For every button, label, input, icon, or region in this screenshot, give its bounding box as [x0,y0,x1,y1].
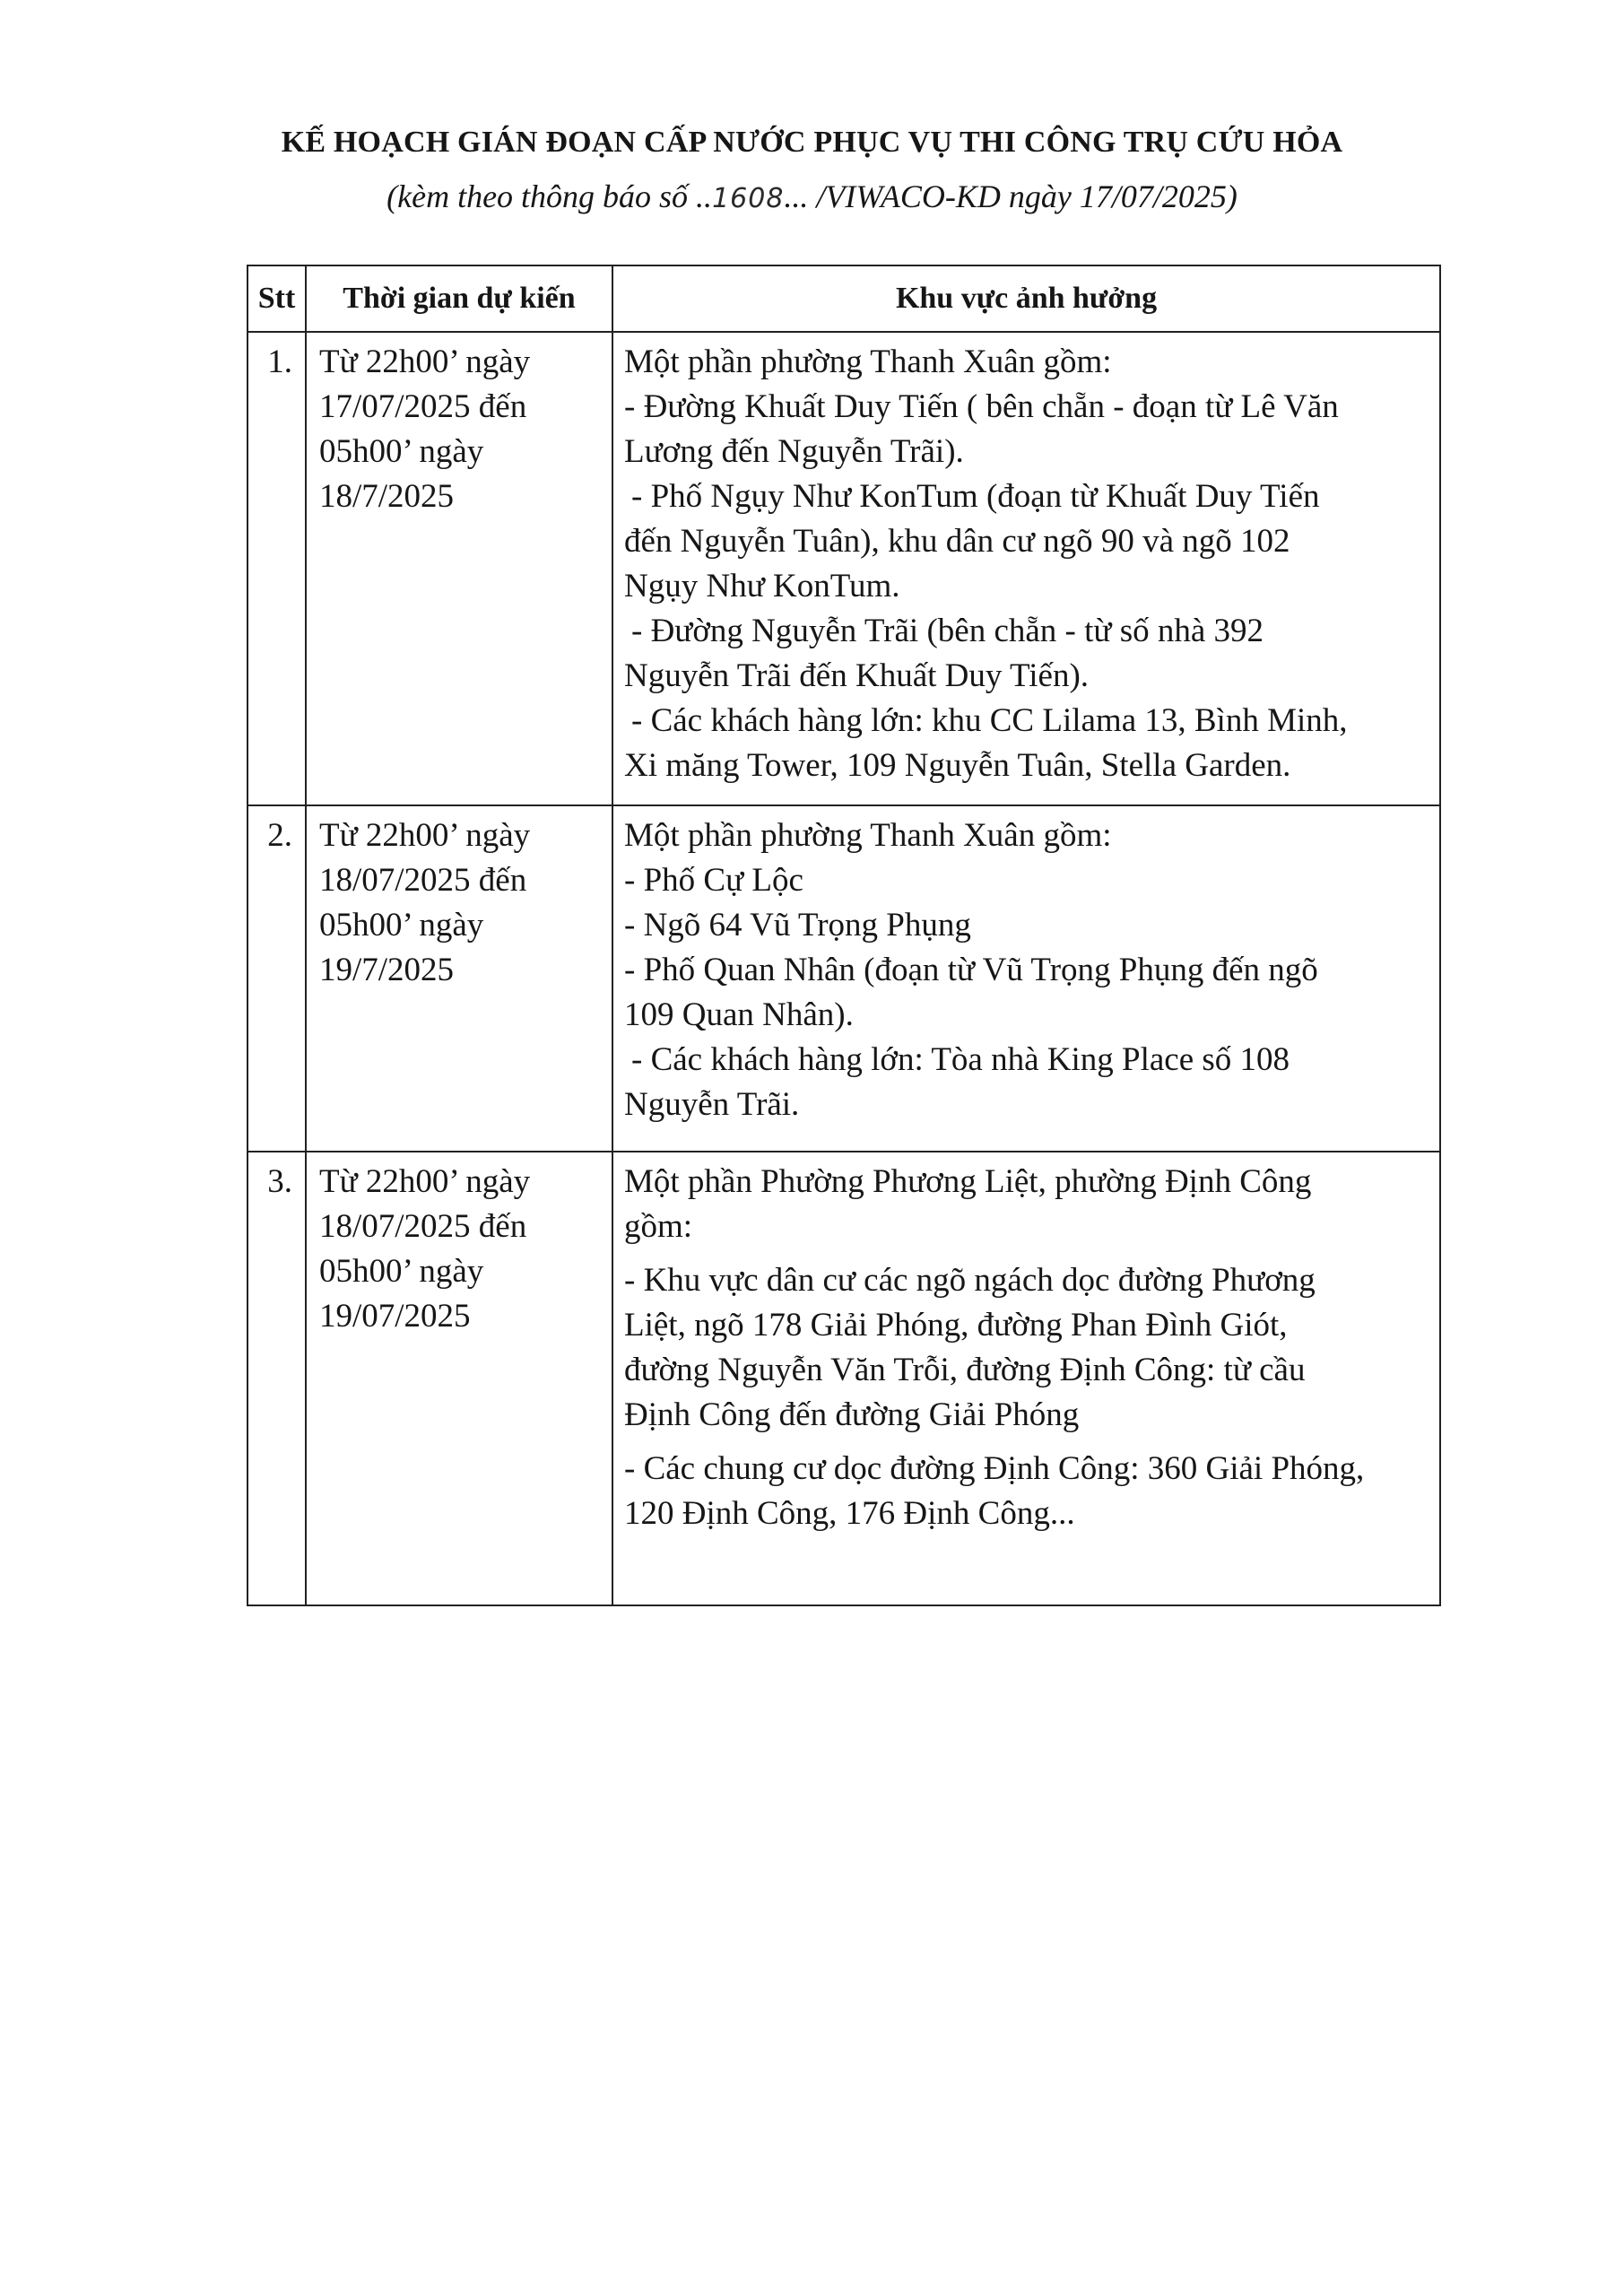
row-time [306,1152,612,1605]
time-line: 17/07/2025 đến [319,388,527,425]
area-line: 120 Định Công, 176 Định Công... [624,1495,1075,1532]
area-line: - Phố Ngụy Như KonTum (đoạn từ Khuất Duy Tiến [631,478,1320,515]
time-line: 18/07/2025 đến [319,862,527,899]
document-title: KẾ HOẠCH GIÁN ĐOẠN CẤP NƯỚC PHỤC VỤ THI CÔNG TRỤ CỨU HỎA [281,126,1343,159]
area-line: Ngụy Như KonTum. [624,568,900,604]
area-line: - Các khách hàng lớn: khu CC Lilama 13, Bình Minh, [631,702,1348,739]
area-line: - Phố Quan Nhân (đoạn từ Vũ Trọng Phụng đến ngõ [624,952,1318,988]
header-area: Khu vực ảnh hưởng [612,265,1440,332]
table-header-row [248,265,1440,332]
area-line: Định Công đến đường Giải Phóng [624,1396,1080,1433]
subtitle-prefix: (kèm theo thông báo số .. [386,178,713,214]
time-line: Từ 22h00’ ngày [319,1163,531,1200]
time-line: 05h00’ ngày [319,907,484,944]
time-line: 05h00’ ngày [319,433,484,470]
area-line: Một phần phường Thanh Xuân gồm: [624,344,1112,380]
row-time [306,805,612,1152]
area-line: Xi măng Tower, 109 Nguyễn Tuân, Stella Garden. [624,747,1291,784]
area-line: đường Nguyễn Văn Trỗi, đường Định Công: từ cầu [624,1352,1306,1388]
header-time: Thời gian dự kiến [306,265,612,332]
time-line: Từ 22h00’ ngày [319,817,531,854]
area-line: Một phần phường Thanh Xuân gồm: [624,817,1112,854]
subtitle-suffix: ... /VIWACO-KD ngày 17/07/2025) [784,178,1238,214]
area-line: - Các khách hàng lớn: Tòa nhà King Place số 108 [631,1041,1290,1078]
area-line: - Phố Cự Lộc [624,862,803,899]
interruption-schedule-table [247,265,1441,1606]
row-area [612,1152,1440,1605]
document-subtitle [0,178,1624,215]
row-stt: 3. [248,1152,306,1605]
time-line: 18/07/2025 đến [319,1208,527,1245]
time-line: 05h00’ ngày [319,1253,484,1290]
area-line: Lương đến Nguyễn Trãi). [624,433,964,470]
row-time [306,332,612,805]
area-line: Liệt, ngõ 178 Giải Phóng, đường Phan Đình Giót, [624,1307,1288,1344]
time-line: 19/7/2025 [319,952,455,988]
row-stt: 1. [248,332,306,805]
area-line: - Đường Khuất Duy Tiến ( bên chẵn - đoạn từ Lê Văn [624,388,1339,425]
area-line: Nguyễn Trãi đến Khuất Duy Tiến). [624,657,1090,694]
table-row [248,332,1440,805]
time-line: Từ 22h00’ ngày [319,344,531,380]
handwritten-notice-number: 1608 [712,183,785,214]
area-line: Một phần Phường Phương Liệt, phường Định Công [624,1163,1312,1200]
row-stt: 2. [248,805,306,1152]
row-area [612,332,1440,805]
area-line: gồm: [624,1208,693,1245]
area-line: - Khu vực dân cư các ngõ ngách dọc đường Phương [624,1262,1316,1299]
header-stt: Stt [248,265,306,332]
area-line: Nguyễn Trãi. [624,1086,800,1123]
area-line: 109 Quan Nhân). [624,996,854,1033]
area-line: đến Nguyễn Tuân), khu dân cư ngõ 90 và ngõ 102 [624,523,1290,560]
area-line: - Ngõ 64 Vũ Trọng Phụng [624,907,971,944]
area-line: - Các chung cư dọc đường Định Công: 360 Giải Phóng, [624,1450,1365,1487]
table-row [248,1152,1440,1605]
table-row [248,805,1440,1152]
area-line: - Đường Nguyễn Trãi (bên chẵn - từ số nhà 392 [631,613,1264,649]
time-line: 18/7/2025 [319,478,455,515]
row-area [612,805,1440,1152]
time-line: 19/07/2025 [319,1298,471,1335]
